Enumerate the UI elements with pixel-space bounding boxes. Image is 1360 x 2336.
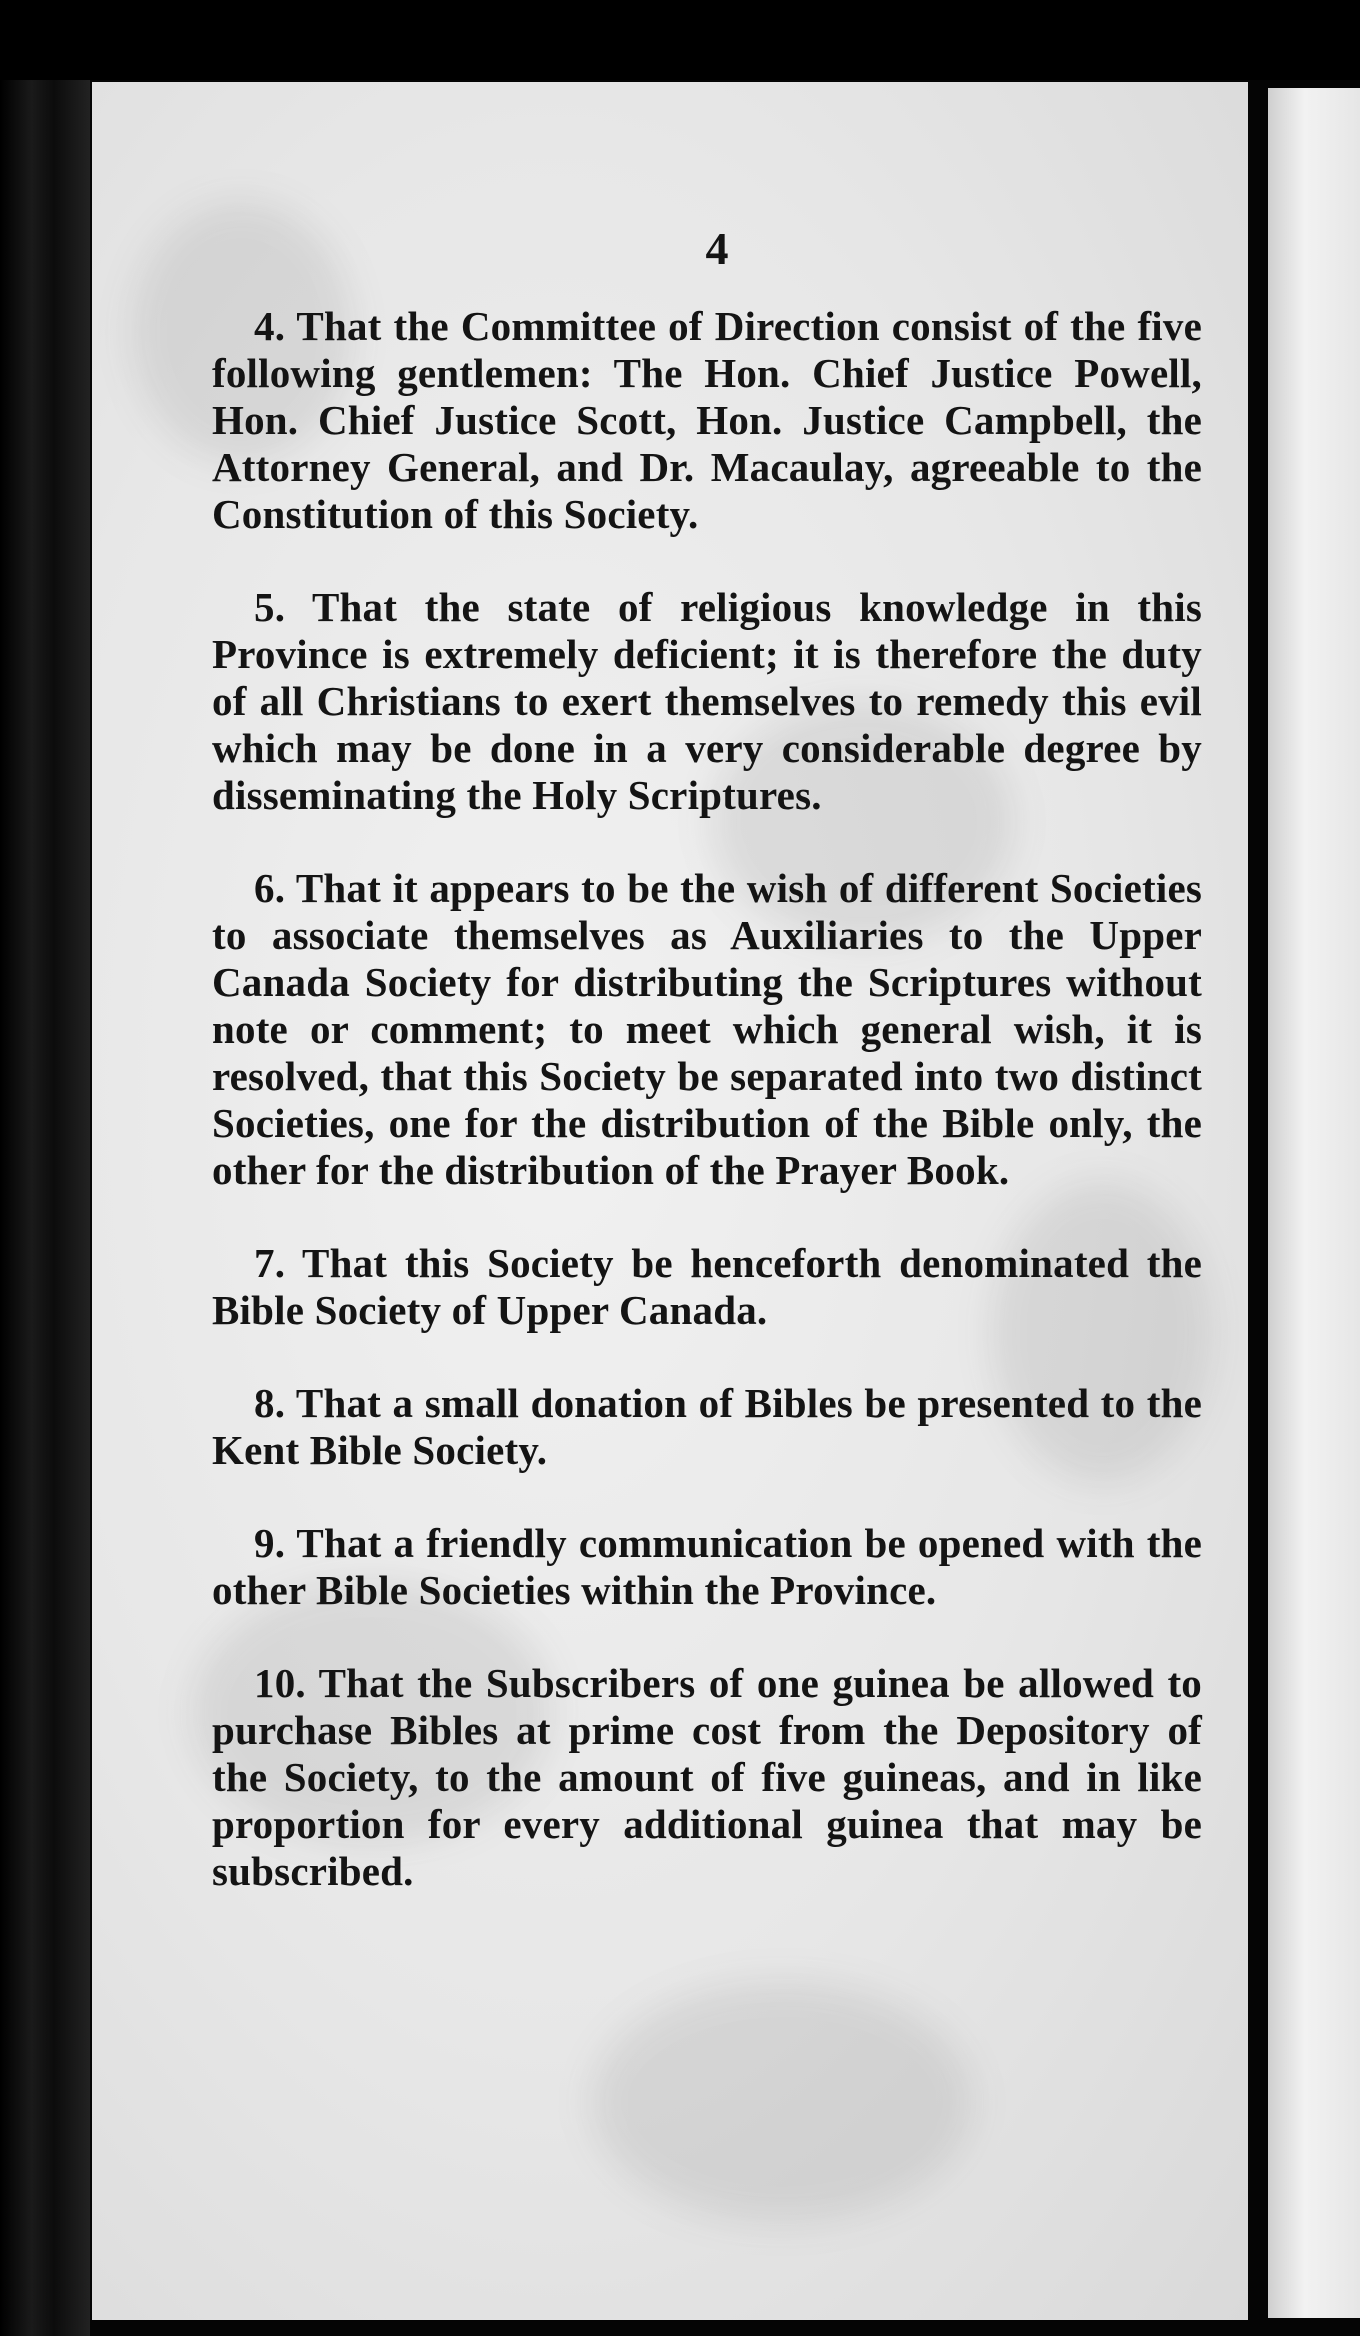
resolution-5: 5. That the state of religious knowledge in this Province is extremely deficient; it is therefore the duty of all Christians to exert themselves to remedy this evil which may be done in a very considerable degree by disseminating the Holy Scriptures.: [212, 584, 1202, 818]
resolution-6: 6. That it appears to be the wish of different Societies to associate themselves as Auxiliaries to the Upper Canada Society for distributing the Scriptures without note or comment; to meet which general wish, it is resolved, that this Society be separated into two distinct Societies, one for the distribution of the Bible only, the other for the distribution of the Prayer Book.: [212, 865, 1202, 1193]
resolution-8: 8. That a small donation of Bibles be presented to the Kent Bible Society.: [212, 1380, 1202, 1473]
page-stain: [592, 1982, 972, 2222]
book-spine: [0, 80, 90, 2336]
resolution-7: 7. That this Society be henceforth denominated the Bible Society of Upper Canada.: [212, 1240, 1202, 1333]
adjacent-page-edge: [1268, 88, 1360, 2318]
page-text: [212, 222, 1202, 1941]
scan-top-border: [0, 0, 1360, 80]
resolution-9: 9. That a friendly communication be opened with the other Bible Societies within the Province.: [212, 1520, 1202, 1613]
book-page: [92, 82, 1248, 2320]
resolution-10: 10. That the Subscribers of one guinea be allowed to purchase Bibles at prime cost from the Depository of the Society, to the amount of five guineas, and in like proportion for every additional guinea that may be subscribed.: [212, 1660, 1202, 1894]
page-number: 4: [705, 223, 729, 274]
resolution-4: 4. That the Committee of Direction consist of the five following gentlemen: The Hon. Chief Justice Powell, Hon. Chief Justice Scott, Hon. Justice Campbell, the Attorney General, and Dr. Macaulay, agreeable to the Constitution of this Society.: [212, 303, 1202, 537]
